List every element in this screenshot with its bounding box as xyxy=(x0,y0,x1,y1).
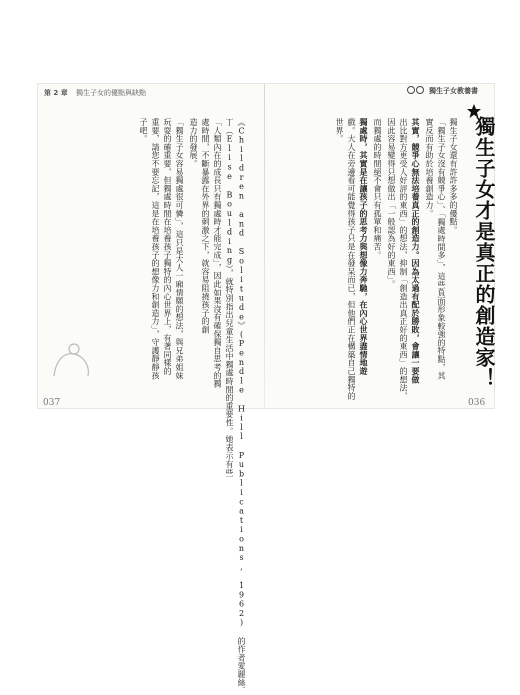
text-column: 處時間，不斷暴露在外界的刺激之下，就容易阻撓孩子的創 xyxy=(201,118,210,334)
text-column: 造力的發展。 xyxy=(189,118,198,168)
text-column: 子吧。 xyxy=(139,118,148,143)
text-column: 「獨生子女沒有競爭心」、「獨處時間多」，這些負面形象較強的特點，其 xyxy=(437,118,446,380)
text-column: 世界。 xyxy=(335,118,344,143)
text-column: 實反而有助於培養創造力。 xyxy=(425,118,434,218)
text-column: 其實，競爭心無法培養真正的創造力。因為太過有配於勝敗，會讓一要做 xyxy=(411,118,421,384)
page-title: 獨生子女才是真正的創造家！ xyxy=(472,116,496,389)
text-column: 丁（Elise Boulding），就特別指出兒童生活中獨處時間的重要性。她表示有些 xyxy=(225,118,234,477)
page-gutter xyxy=(264,84,265,408)
text-column: 戲。大人在旁邊看可能覺得孩子只是在發呆而已，但他們正在構築自己獨特的 xyxy=(347,118,356,401)
running-title: 獨生子女的優點與缺點 xyxy=(75,89,146,97)
chapter-label: 第 2 章 xyxy=(44,89,68,97)
text-column: 重要，請您不要忘記，這是在培養孩子的想像力和創造力」，守護靜靜孩 xyxy=(151,118,160,380)
text-column: 玩耍的確重要，但獨處時間在培養孩子獨特的內心世界上，有著同樣的 xyxy=(163,118,172,376)
text-column: 獨處時，其實是在讓孩子的思考力與想像力奔馳，在內心世界盡情地遊 xyxy=(359,118,369,376)
text-column: 「獨生子女容易獨處很可憐」，這只是大人一廂情願的想法，與兄弟姐妹 xyxy=(175,118,184,380)
child-doodle-icon xyxy=(50,340,94,380)
text-column: 因此容易變得只想做出「一般認為好的東西」。 xyxy=(387,118,396,289)
page-number-left: 037 xyxy=(43,398,61,408)
running-header-left xyxy=(44,88,146,98)
text-column: 《Children and Solitude》(Pendle Hill Publications, 1962) 的作者愛麗絲． xyxy=(237,118,246,695)
children-logo-icon xyxy=(406,85,426,97)
text-column: 獨生子女還有許許多多的優點。 xyxy=(449,118,458,235)
text-column: 而獨處的時間絕不會只有孤單和痛苦。 xyxy=(373,118,382,260)
series-title: 獨生子女教養書 xyxy=(429,87,478,95)
running-header-right xyxy=(406,85,478,97)
page-number-right: 036 xyxy=(468,398,486,408)
text-column: 出比對方更受人好評的東西」的想法，抑制「創造出真正好的東西」的想法， xyxy=(399,118,408,401)
text-column: 「人類內在的成長只有獨處時才能完成」，因此如果沒有確保獨自思考的獨 xyxy=(213,118,222,388)
